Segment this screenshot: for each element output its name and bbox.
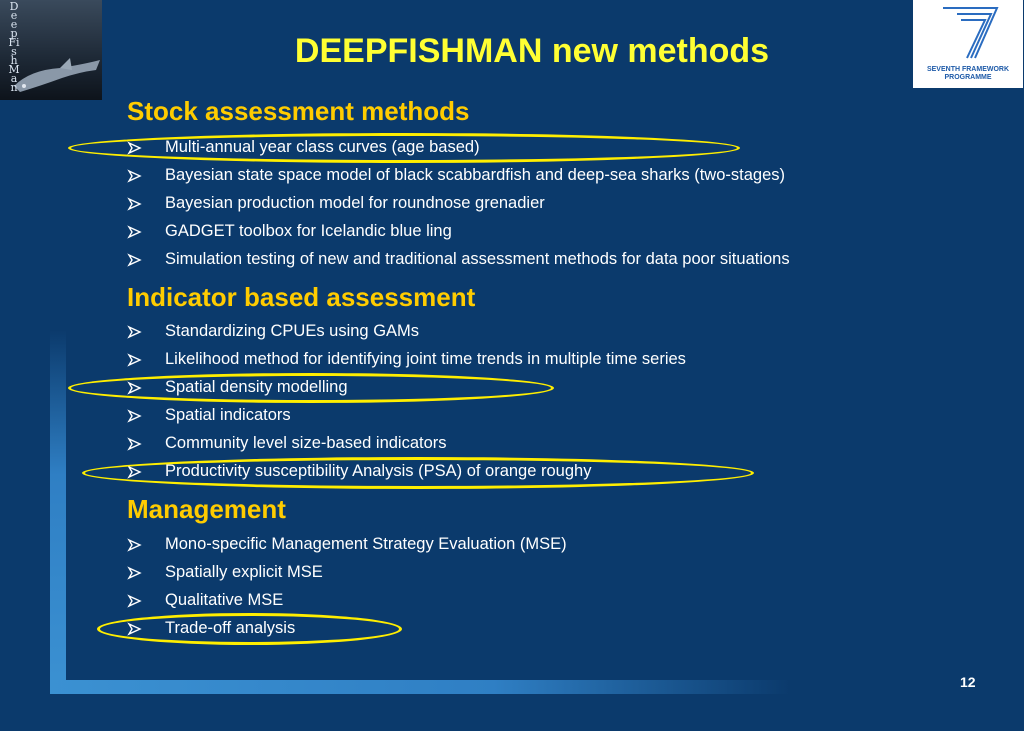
highlight-ellipse [97, 613, 402, 645]
list-item-text: Standardizing CPUEs using GAMs [165, 322, 420, 340]
arrow-bullet-icon [127, 166, 143, 186]
arrow-bullet-icon [127, 250, 143, 270]
list-item-text: Community level size-based indicators [165, 434, 447, 452]
list-item-text: Bayesian production model for roundnose grenadier [165, 194, 545, 212]
fp7-line1: SEVENTH FRAMEWORK [926, 66, 1010, 73]
list-item-text: Multi-annual year class curves (age based) [165, 138, 480, 156]
section-heading-management: Management [127, 494, 286, 524]
arrow-bullet-icon [127, 434, 143, 454]
arrow-bullet-icon [127, 591, 143, 611]
logo-text: DeepFishMan [8, 0, 20, 94]
arrow-bullet-icon [127, 194, 143, 214]
list-item-text: Trade-off analysis [165, 619, 296, 637]
list-item-text: Productivity susceptibility Analysis (PSA) of orange roughy [165, 462, 592, 480]
arrow-bullet-icon [127, 563, 143, 583]
arrow-bullet-icon [127, 322, 143, 342]
arrow-bullet-icon [127, 535, 143, 555]
list-item-text: Simulation testing of new and traditional assessment methods for data poor situations [165, 250, 790, 268]
section-heading-stock-assessment: Stock assessment methods [127, 96, 470, 126]
section-heading-indicator-assessment: Indicator based assessment [127, 282, 476, 312]
arrow-bullet-icon [127, 406, 143, 426]
frame-bottom-bar [50, 680, 790, 694]
highlight-ellipse [68, 373, 554, 403]
slide-title: DEEPFISHMAN new methods [294, 32, 770, 70]
page-number: 12 [960, 674, 976, 690]
list-item-text: Bayesian state space model of black scabbardfish and deep-sea sharks (two-stages) [165, 166, 785, 184]
fp7-line2: PROGRAMME [944, 74, 992, 81]
list-item-text: Spatial indicators [165, 406, 291, 424]
frame-left-bar [50, 330, 66, 692]
list-item-text: Mono-specific Management Strategy Evaluation (MSE) [165, 535, 567, 553]
list-item-text: Spatially explicit MSE [165, 563, 323, 581]
list-item-text: Spatial density modelling [165, 378, 348, 396]
list-item-text: Qualitative MSE [165, 591, 284, 609]
arrow-bullet-icon [127, 350, 143, 370]
arrow-bullet-icon [127, 222, 143, 242]
list-item-text: GADGET toolbox for Icelandic blue ling [165, 222, 452, 240]
highlight-ellipse [82, 457, 754, 489]
list-item-text: Likelihood method for identifying joint time trends in multiple time series [165, 350, 686, 368]
highlight-ellipse [68, 133, 740, 163]
